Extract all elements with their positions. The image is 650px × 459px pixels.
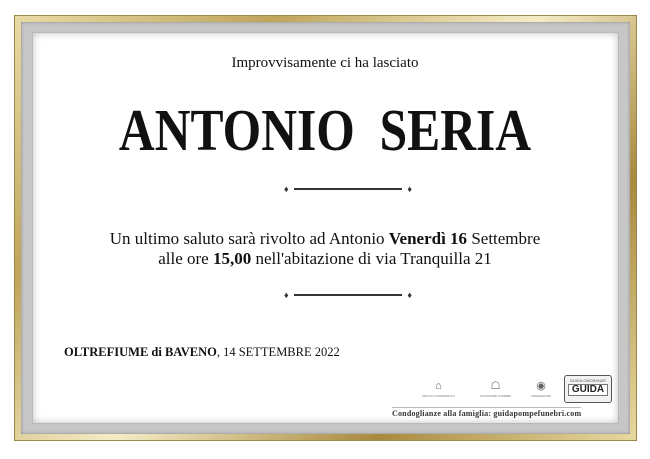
text-span: alle ore <box>158 249 213 268</box>
logo-3[interactable] <box>531 380 551 398</box>
place-date <box>64 345 340 360</box>
logo-1[interactable] <box>422 380 455 398</box>
day-bold: Venerdì 16 <box>388 229 468 248</box>
divider-top <box>284 184 412 194</box>
divider-ornament-icon: ♦ <box>407 184 412 194</box>
intro-text: Improvvisamente ci ha lasciato <box>231 55 419 71</box>
logo-caption: CREMAZIONE <box>531 394 552 398</box>
divider-ornament-icon: ♦ <box>407 290 412 300</box>
guida-logo-text: GUIDA <box>568 384 608 396</box>
divider-ornament-icon: ♦ <box>284 184 289 194</box>
guida-small-text: GUIDA ONORANZE <box>569 378 607 383</box>
logo-crest-icon: ☖ <box>490 380 501 392</box>
guida-badge-icon[interactable] <box>564 375 612 403</box>
logo-globe-icon: ◉ <box>536 380 546 392</box>
ceremony-line-1 <box>0 229 650 249</box>
ceremony-text <box>0 229 650 269</box>
divider-line <box>294 294 402 296</box>
divider-line <box>294 188 402 190</box>
logo-emblem-icon: ⌂ <box>435 380 442 392</box>
text-span: Settembre <box>467 229 541 248</box>
notice-paper <box>32 32 619 424</box>
text-span: nell'abitazione di via Tranquilla 21 <box>251 249 492 268</box>
condolences-link[interactable]: Condoglianze alla famiglia: guidapompefunebri.com <box>392 409 582 418</box>
divider-bottom <box>284 290 412 300</box>
logo-2[interactable] <box>480 380 511 398</box>
footer-logos <box>388 372 613 422</box>
logo-caption: ONORANZE FUNEBRI <box>480 394 512 398</box>
text-span: Un ultimo saluto sarà rivolto ad Antonio <box>109 229 389 248</box>
notice-date: , 14 SETTEMBRE 2022 <box>216 345 340 359</box>
ceremony-line-2 <box>0 249 650 269</box>
time-bold: 15,00 <box>212 249 252 268</box>
deceased-name: ANTONIO SERIA <box>118 97 532 163</box>
logo-caption: PRONTO INTERVENTO <box>422 394 455 398</box>
divider-ornament-icon: ♦ <box>284 290 289 300</box>
place-name: OLTREFIUME di BAVENO <box>64 345 217 359</box>
